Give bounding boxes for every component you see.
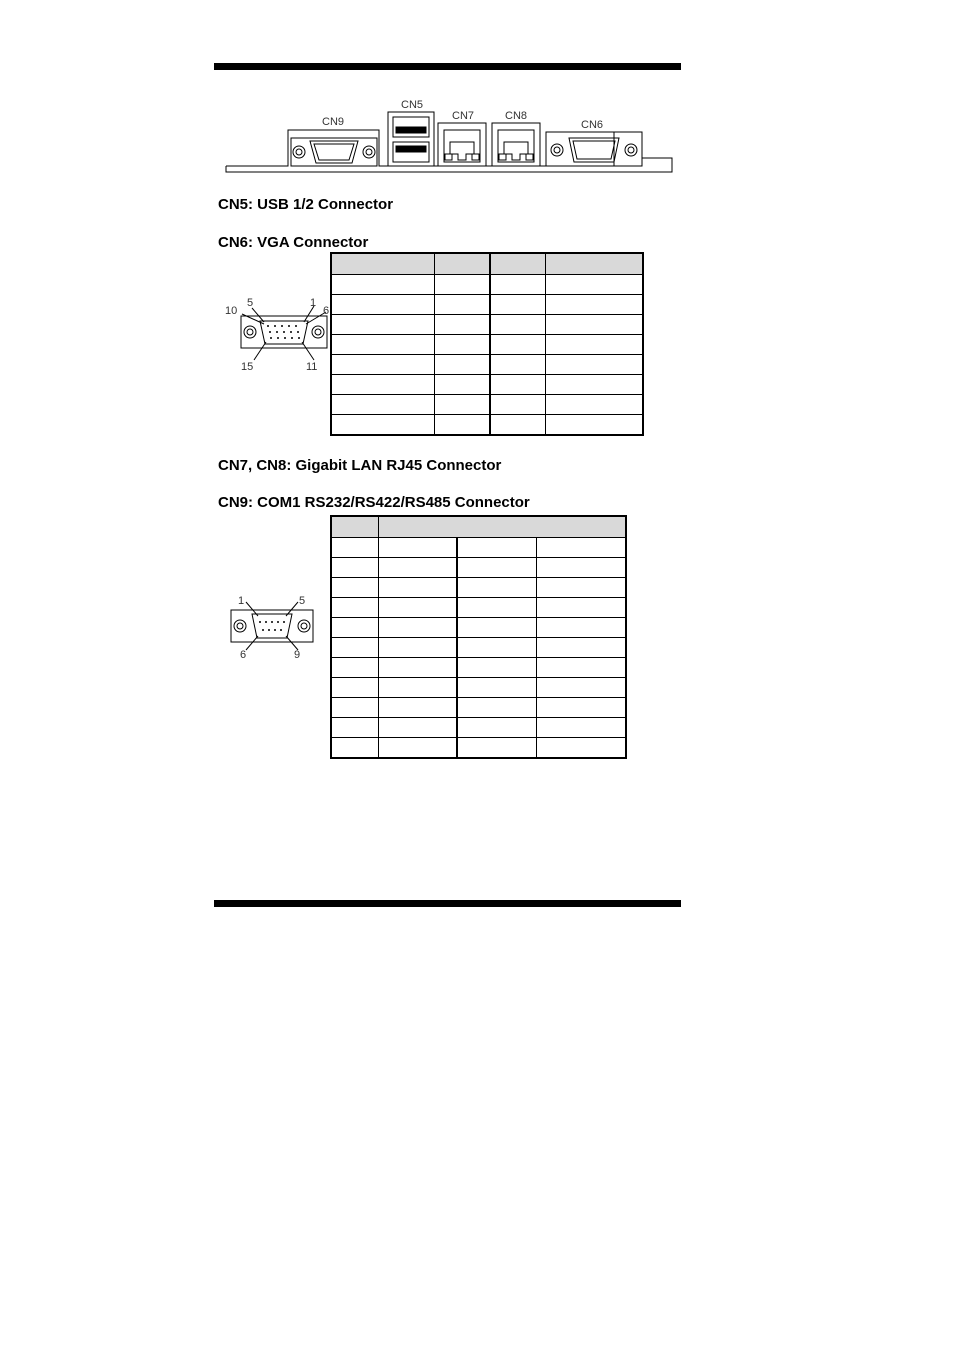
- heading-cn6: CN6: VGA Connector: [218, 234, 369, 251]
- table-cell: [490, 275, 546, 295]
- table-row: [331, 395, 643, 415]
- table-cell: [331, 678, 379, 698]
- table-cell: [379, 718, 458, 738]
- table-cell: [379, 598, 458, 618]
- table-cell: [537, 658, 627, 678]
- table-cell: [331, 275, 435, 295]
- table-row: [331, 558, 626, 578]
- table-cell: [331, 315, 435, 335]
- table-cell: [457, 618, 537, 638]
- vga-pin-1-label: 1: [310, 297, 317, 309]
- table-cell: [331, 738, 379, 759]
- heading-cn7-cn8: CN7, CN8: Gigabit LAN RJ45 Connector: [218, 457, 502, 474]
- table-cell: [331, 335, 435, 355]
- header-cell: [331, 253, 435, 275]
- heading-cn9: CN9: COM1 RS232/RS422/RS485 Connector: [218, 494, 530, 511]
- table-cell: [546, 375, 644, 395]
- header-cell: [379, 516, 627, 538]
- table-cell: [490, 335, 546, 355]
- vga-pin-5-label: 5: [247, 297, 254, 309]
- table-cell: [435, 415, 491, 436]
- table-cell: [537, 678, 627, 698]
- table-row: [331, 738, 626, 759]
- table-cell: [457, 638, 537, 658]
- vga-pin-table: [330, 252, 644, 436]
- com-pin-6-label: 6: [240, 649, 247, 660]
- table-cell: [546, 335, 644, 355]
- table-cell: [546, 275, 644, 295]
- table-cell: [457, 678, 537, 698]
- table-cell: [331, 598, 379, 618]
- vga-pin-15-label: 15: [241, 361, 254, 373]
- table-header-row: [331, 516, 626, 538]
- table-cell: [457, 538, 537, 558]
- com-pin-1-label: 1: [238, 595, 245, 607]
- label-cn7: CN7: [452, 110, 475, 122]
- table-cell: [331, 578, 379, 598]
- table-cell: [331, 355, 435, 375]
- table-cell: [546, 355, 644, 375]
- table-cell: [546, 315, 644, 335]
- table-cell: [457, 658, 537, 678]
- heading-cn5: CN5: USB 1/2 Connector: [218, 196, 394, 213]
- table-cell: [537, 558, 627, 578]
- table-cell: [331, 415, 435, 436]
- label-cn8: CN8: [505, 110, 528, 122]
- table-cell: [537, 618, 627, 638]
- table-cell: [537, 638, 627, 658]
- table-cell: [457, 738, 537, 759]
- header-cell: [490, 253, 546, 275]
- table-cell: [537, 738, 627, 759]
- table-cell: [379, 638, 458, 658]
- table-cell: [457, 718, 537, 738]
- table-cell: [457, 558, 537, 578]
- table-row: [331, 638, 626, 658]
- table-cell: [457, 698, 537, 718]
- table-cell: [546, 395, 644, 415]
- table-cell: [331, 698, 379, 718]
- table-cell: [379, 658, 458, 678]
- label-cn9: CN9: [322, 116, 345, 128]
- vga-pin-10-label: 10: [225, 305, 238, 317]
- table-cell: [490, 395, 546, 415]
- table-cell: [435, 335, 491, 355]
- com-pin-5-label: 5: [299, 595, 306, 607]
- table-cell: [537, 538, 627, 558]
- table-cell: [379, 738, 458, 759]
- table-cell: [331, 295, 435, 315]
- table-cell: [537, 598, 627, 618]
- table-cell: [490, 415, 546, 436]
- table-row: [331, 598, 626, 618]
- table-cell: [546, 415, 644, 436]
- table-cell: [457, 578, 537, 598]
- table-cell: [435, 315, 491, 335]
- com-pin-table: [330, 515, 627, 759]
- table-row: [331, 678, 626, 698]
- table-row: [331, 335, 643, 355]
- table-row: [331, 375, 643, 395]
- table-cell: [379, 578, 458, 598]
- label-cn5: CN5: [401, 99, 424, 111]
- table-cell: [331, 658, 379, 678]
- table-row: [331, 658, 626, 678]
- header-cell: [546, 253, 644, 275]
- table-cell: [379, 618, 458, 638]
- com-pin-9-label: 9: [294, 649, 301, 660]
- top-rule: [214, 63, 681, 70]
- table-row: [331, 718, 626, 738]
- table-cell: [331, 618, 379, 638]
- table-header-row: [331, 253, 643, 275]
- table-cell: [435, 355, 491, 375]
- table-row: [331, 355, 643, 375]
- table-cell: [457, 598, 537, 618]
- table-cell: [490, 315, 546, 335]
- table-cell: [379, 558, 458, 578]
- label-cn6: CN6: [581, 119, 604, 131]
- table-cell: [490, 355, 546, 375]
- table-row: [331, 275, 643, 295]
- table-cell: [435, 295, 491, 315]
- header-cell: [331, 516, 379, 538]
- table-row: [331, 618, 626, 638]
- table-cell: [331, 718, 379, 738]
- table-cell: [546, 295, 644, 315]
- table-cell: [379, 698, 458, 718]
- table-cell: [537, 718, 627, 738]
- table-cell: [537, 698, 627, 718]
- table-cell: [490, 375, 546, 395]
- table-row: [331, 538, 626, 558]
- table-cell: [379, 678, 458, 698]
- table-cell: [435, 275, 491, 295]
- table-row: [331, 415, 643, 436]
- vga-pin-11-label: 11: [306, 361, 318, 373]
- table-cell: [490, 295, 546, 315]
- table-row: [331, 315, 643, 335]
- table-cell: [331, 375, 435, 395]
- table-cell: [537, 578, 627, 598]
- rear-io-panel-diagram: [224, 94, 674, 174]
- table-row: [331, 295, 643, 315]
- table-cell: [331, 558, 379, 578]
- vga-connector-diagram: [222, 294, 334, 374]
- com-connector-diagram: [228, 590, 318, 660]
- vga-pin-6-label: 6: [323, 305, 330, 317]
- table-cell: [331, 395, 435, 415]
- table-row: [331, 578, 626, 598]
- table-cell: [435, 395, 491, 415]
- table-row: [331, 698, 626, 718]
- table-cell: [379, 538, 458, 558]
- table-cell: [331, 638, 379, 658]
- table-cell: [435, 375, 491, 395]
- header-cell: [435, 253, 491, 275]
- table-cell: [331, 538, 379, 558]
- bottom-rule: [214, 900, 681, 907]
